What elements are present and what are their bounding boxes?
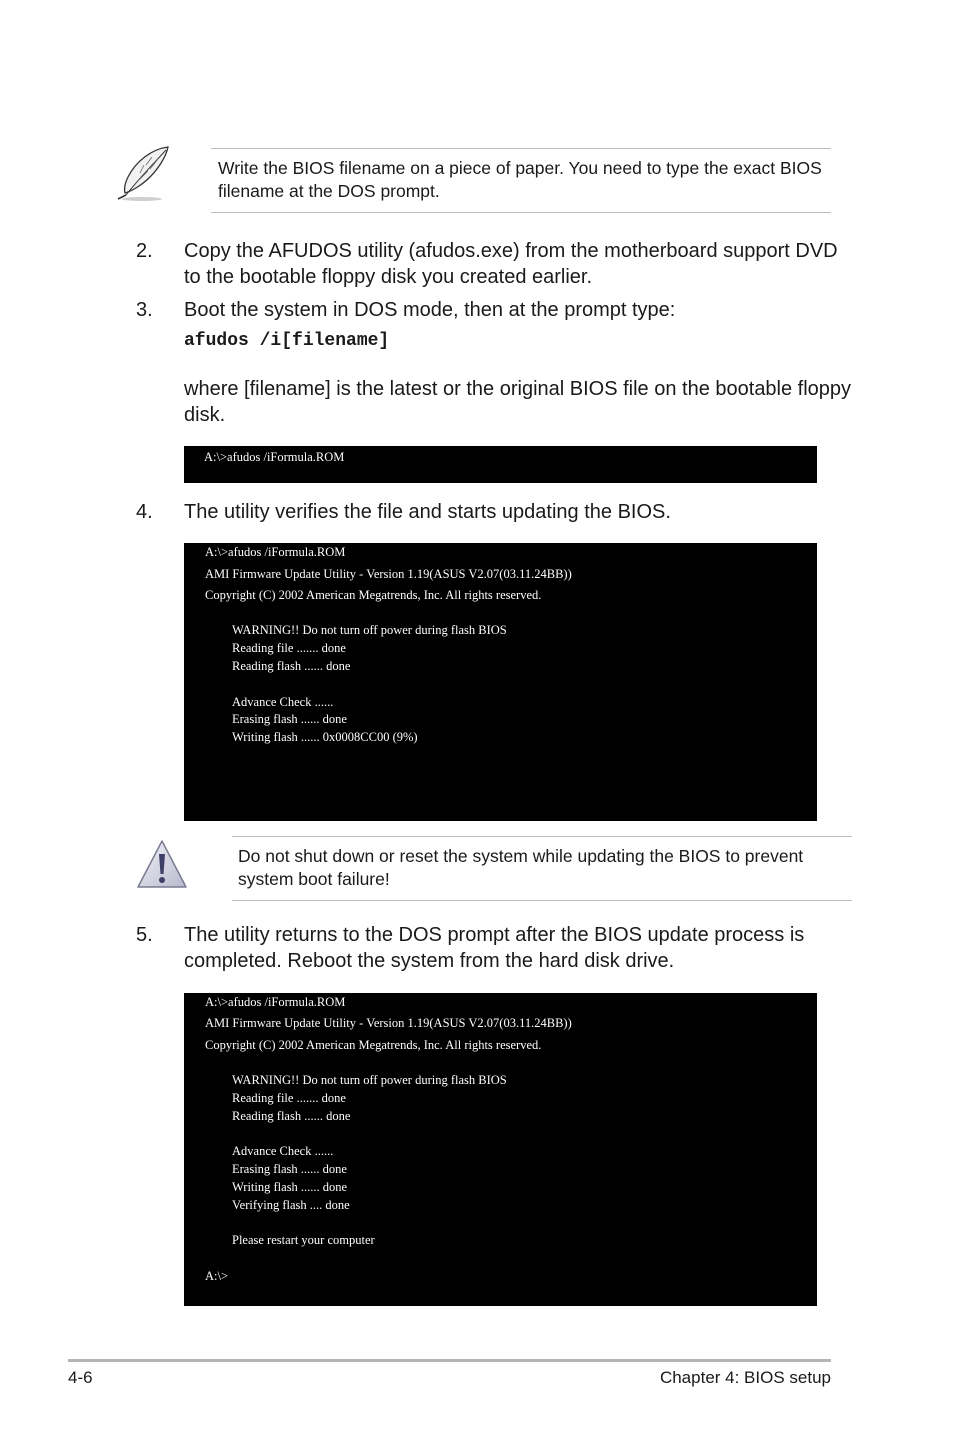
console-line: Copyright (C) 2002 American Megatrends, Inc. All rights reserved. <box>205 1038 542 1052</box>
console-line: A:\>afudos /iFormula.ROM <box>205 995 346 1009</box>
console-line: Reading flash ...... done <box>232 659 351 673</box>
console-line: Erasing flash ...... done <box>232 1162 347 1176</box>
console-line: WARNING!! Do not turn off power during flash BIOS <box>232 1073 507 1087</box>
dos-screen-updating <box>184 543 817 821</box>
feather-pen-icon <box>112 143 174 203</box>
warning-icon <box>135 838 189 892</box>
console-line: Advance Check ...... <box>232 1144 334 1158</box>
warning-text: Do not shut down or reset the system while updating the BIOS to prevent system boot failure! <box>238 846 804 889</box>
console-line: Writing flash ...... 0x0008CC00 (9%) <box>232 730 418 744</box>
command-text: afudos /i[filename] <box>184 331 390 351</box>
step-number: 4. <box>136 501 153 523</box>
step-number: 2. <box>136 240 153 262</box>
console-line: Reading file ....... done <box>232 1091 346 1105</box>
console-line: Reading file ....... done <box>232 641 346 655</box>
step-text: The utility returns to the DOS prompt after the BIOS update process is completed. Reboot the system from the hard disk drive. <box>184 924 805 972</box>
dos-screen-command <box>184 446 817 483</box>
footer-divider <box>68 1359 831 1362</box>
console-line: Verifying flash .... done <box>232 1198 350 1212</box>
console-line: Please restart your computer <box>232 1233 375 1247</box>
console-line: Copyright (C) 2002 American Megatrends, Inc. All rights reserved. <box>205 588 542 602</box>
console-line: WARNING!! Do not turn off power during flash BIOS <box>232 623 507 637</box>
page-number: 4-6 <box>68 1368 93 1387</box>
console-line: Writing flash ...... done <box>232 1180 348 1194</box>
console-line: A:\>afudos /iFormula.ROM <box>205 545 346 559</box>
console-line: Advance Check ...... <box>232 695 334 709</box>
step-text: Boot the system in DOS mode, then at the prompt type: <box>184 299 676 321</box>
step-text: The utility verifies the file and starts updating the BIOS. <box>184 501 671 523</box>
step-number: 5. <box>136 924 153 946</box>
step-text: Copy the AFUDOS utility (afudos.exe) from the motherboard support DVD to the bootable floppy disk you created earlier. <box>184 240 838 288</box>
note-text: Write the BIOS filename on a piece of paper. You need to type the exact BIOS filename at the DOS prompt. <box>218 158 822 201</box>
console-line: A:\>afudos /iFormula.ROM <box>204 450 345 464</box>
console-line: Reading flash ...... done <box>232 1109 351 1123</box>
console-line: AMI Firmware Update Utility - Version 1.19(ASUS V2.07(03.11.24BB)) <box>205 567 572 581</box>
step-number: 3. <box>136 299 153 321</box>
step-description: where [filename] is the latest or the original BIOS file on the bootable floppy disk. <box>184 378 852 426</box>
console-prompt: A:\> <box>205 1269 229 1283</box>
console-line: AMI Firmware Update Utility - Version 1.19(ASUS V2.07(03.11.24BB)) <box>205 1016 572 1030</box>
dos-screen-complete <box>184 993 817 1306</box>
chapter-title: Chapter 4: BIOS setup <box>659 1368 831 1387</box>
console-line: Erasing flash ...... done <box>232 712 347 726</box>
